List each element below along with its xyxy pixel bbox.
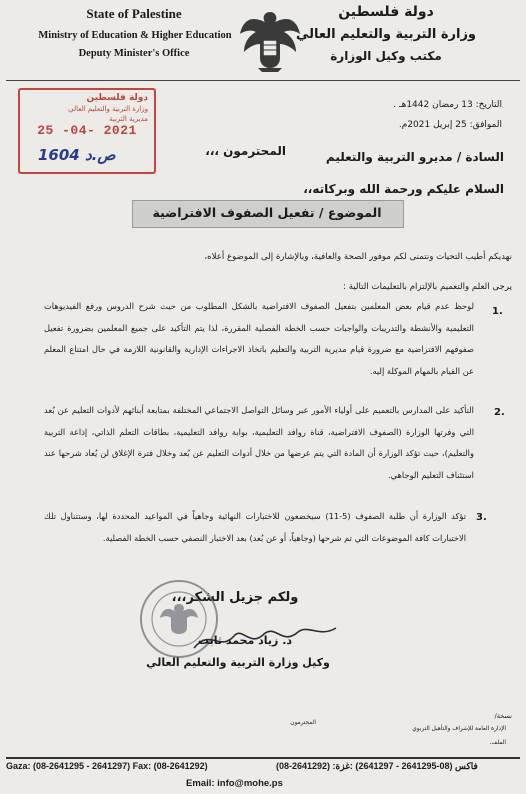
stamp-date: 25 -04- 2021 [37, 123, 137, 138]
header-ar-line3: مكتب وكيل الوزارة [330, 49, 442, 63]
stamp-line3: مديرية التربية [108, 115, 148, 123]
copies-honorific: المحترمون [290, 720, 316, 726]
item-3-number: 3. [476, 512, 487, 523]
item-1-number: 1. [492, 306, 503, 317]
recipient-to: السادة / مديرو التربية والتعليم [325, 150, 504, 164]
header-en-line1: State of Palestine [86, 6, 182, 21]
intro-line2: يرجى العلم والتعميم بالإلتزام بالتعليمات التالية : [343, 282, 512, 292]
signature-name: د. زياد محمد ثابت [197, 634, 293, 647]
item-2-number: 2. [494, 407, 505, 418]
intro-line1: نهديكم أطيب التحيات ونتمنى لكم موفور الصحة والعافية، وبالإشارة إلى الموضوع أعلاه، [204, 252, 512, 262]
header-ar-line1: دولة فلسطين [338, 4, 434, 20]
copies-line2: الملف. [489, 740, 506, 746]
header-divider [6, 80, 520, 81]
stamp-line2: وزارة التربية والتعليم العالي [68, 105, 148, 113]
footer-ramallah: (08-2641292) :فاكس (08-2641295 - 2641297) :غزة [276, 761, 478, 771]
footer-divider [6, 757, 520, 759]
greeting: السلام عليكم ورحمة الله وبركاته،، [303, 182, 504, 196]
item-2-text: التأكيد على المدارس بالتعميم على أولياء الأمور عبر وسائل التواصل الاجتماعي المختلفة بمتابعة أبنائهم لأدوات التعليم عن بُعد التي وفرتها الوزارة (الصفوف الافتراضية، قناة روافد التعليمية، بوابة روافد التعليمية، بطاقات التعلم الذاتي، إذاعة التربية والتعليم)، حيث تؤكد الوزارة أن المادة التي يتم عرضها من خلال أدوات التعليم عن بُعد وخلال فترة الإغلاق لن يُعاد شرحها عند استئناف التعليم الوجاهي. [44, 405, 474, 480]
header-en-line2: Ministry of Education & Higher Education [38, 30, 232, 41]
date-gregorian: الموافق: 25 إبريل 2021م. [398, 120, 502, 130]
stamp-line1: دولة فلسطين [86, 93, 148, 103]
signature-title: وكيل وزارة التربية والتعليم العالي [146, 656, 330, 669]
header-ar-line2: وزارة التربية والتعليم العالي [295, 27, 477, 42]
stamp-number: 1604 ص.د [38, 146, 116, 164]
subject: الموضوع / تفعيل الصفوف الافتراضية [152, 205, 382, 220]
footer-email: Email: info@mohe.ps [186, 778, 283, 789]
header-en-line3: Deputy Minister's Office [78, 48, 190, 59]
item-1-text: لوحظ عدم قيام بعض المعلمين بتفعيل الصفوف الافتراضية بالشكل المطلوب من حيث شرح الدروس ورفع الفيديوهات التعليمية والأنشطة والتدريبات والواجبات حسب الخطة الفصلية المقررة، لذا يتم التأكيد على جميع المعلمين بضرورة تفعيل صفوفهم الافتراضية مع ضرورة قيام مديرية التربية والتعليم باتخاذ الاجراءات الإدارية والقانونية اللازمة في حال امتناع المعلم عن القيام بالمهام الموكلة إليه. [44, 301, 474, 376]
closing: ولكم جزيل الشكر،،، [171, 590, 299, 605]
item-3-text: تؤكد الوزارة أن طلبة الصفوف (5-11) سيخضعون للاختبارات النهائية وجاهياً في المواعيد المحددة لها، وستتناول تلك الاختبارات كافة الموضوعات التي تم شرحها (وجاهياً، أو عن بُعد) بعد الاختبار النصفي حسب الخطة الفصلية. [44, 511, 466, 543]
date-hijri: التاريخ: 13 رمضان 1442هـ . [393, 100, 502, 110]
copies-heading: نسخة/ [494, 712, 512, 720]
footer-gaza: Gaza: (08-2641295 - 2641297) Fax: (08-2641292) [6, 761, 208, 771]
copies-line1: الإدارة العامة للإشراف والتأهيل التربوي [412, 726, 506, 732]
recipient-honorific: المحترمون ،،، [205, 144, 286, 158]
